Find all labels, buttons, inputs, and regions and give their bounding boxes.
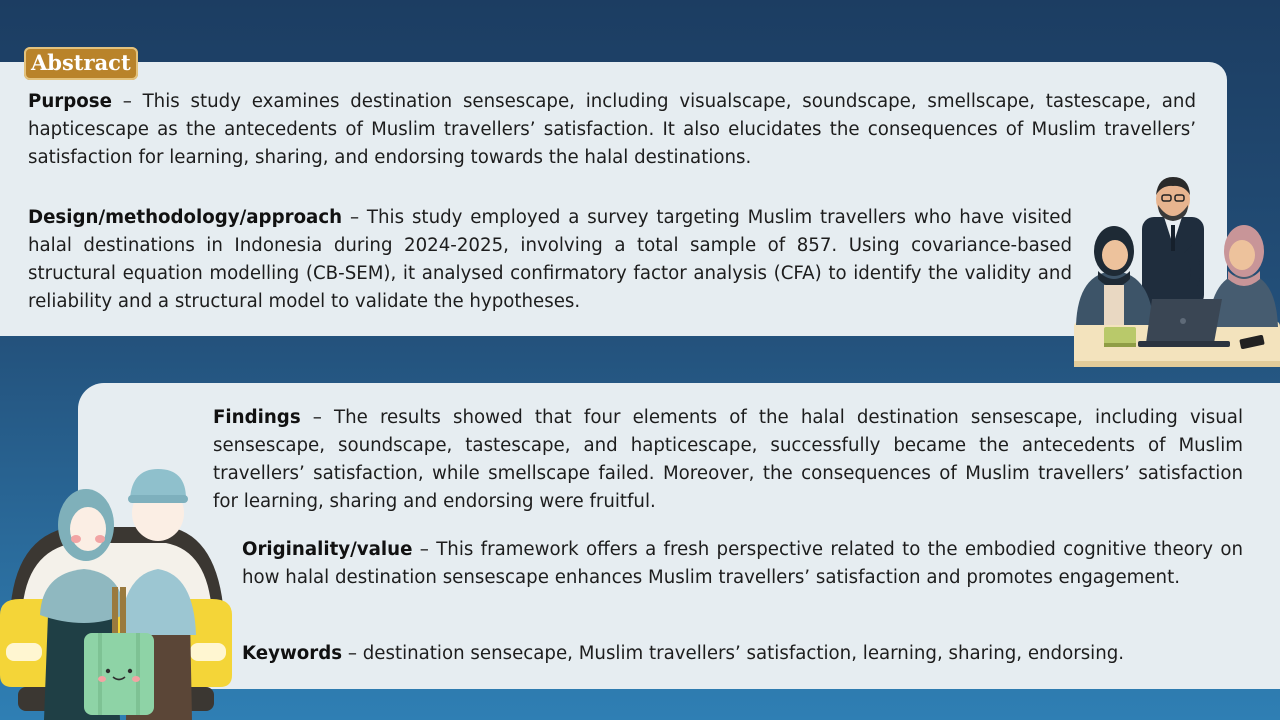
keywords-paragraph [242,640,1252,668]
design-label: Design/methodology/approach [28,207,343,228]
purpose-paragraph [28,88,1196,172]
originality-paragraph [242,536,1243,592]
findings-label: Findings [213,407,301,428]
findings-text: – The results showed that four elements of the halal destination sensescape, including visual sensescape, soundscape, tastescape, and hapticescape, successfully became the antecedents of Muslim travellers’ satisfaction, while smellscape failed. Moreover, the consequences of Muslim travellers’ satisfaction for learning, sharing and endorsing were fruitful. [213,407,1243,512]
business-meeting-illustration [1068,175,1280,367]
abstract-badge: Abstract [24,47,138,80]
muslim-travellers-couple-illustration [0,465,232,720]
originality-text: – This framework offers a fresh perspective related to the embodied cognitive theory on how halal destination sensescape enhances Muslim travellers’ satisfaction and promotes engagement. [242,539,1243,588]
design-text: – This study employed a survey targeting Muslim travellers who have visited halal destinations in Indonesia during 2024-2025, involving a total sample of 857. Using covariance-based structural equation modelling (CB-SEM), it analysed confirmatory factor analysis (CFA) to identify the validity and reliability and a structural model to validate the hypotheses. [28,207,1072,312]
findings-paragraph [213,404,1243,516]
originality-label: Originality/value [242,539,413,560]
purpose-text: – This study examines destination sensescape, including visualscape, soundscape, smellscape, tastescape, and hapticescape as the antecedents of Muslim travellers’ satisfaction. It also elucidates the consequences of Muslim travellers’ satisfaction for learning, sharing, and endorsing towards the halal destinations. [28,91,1196,168]
keywords-text: – destination sensecape, Muslim travellers’ satisfaction, learning, sharing, endorsing. [342,643,1125,664]
keywords-label: Keywords [242,643,343,664]
design-paragraph [28,204,1072,316]
purpose-label: Purpose [28,91,112,112]
